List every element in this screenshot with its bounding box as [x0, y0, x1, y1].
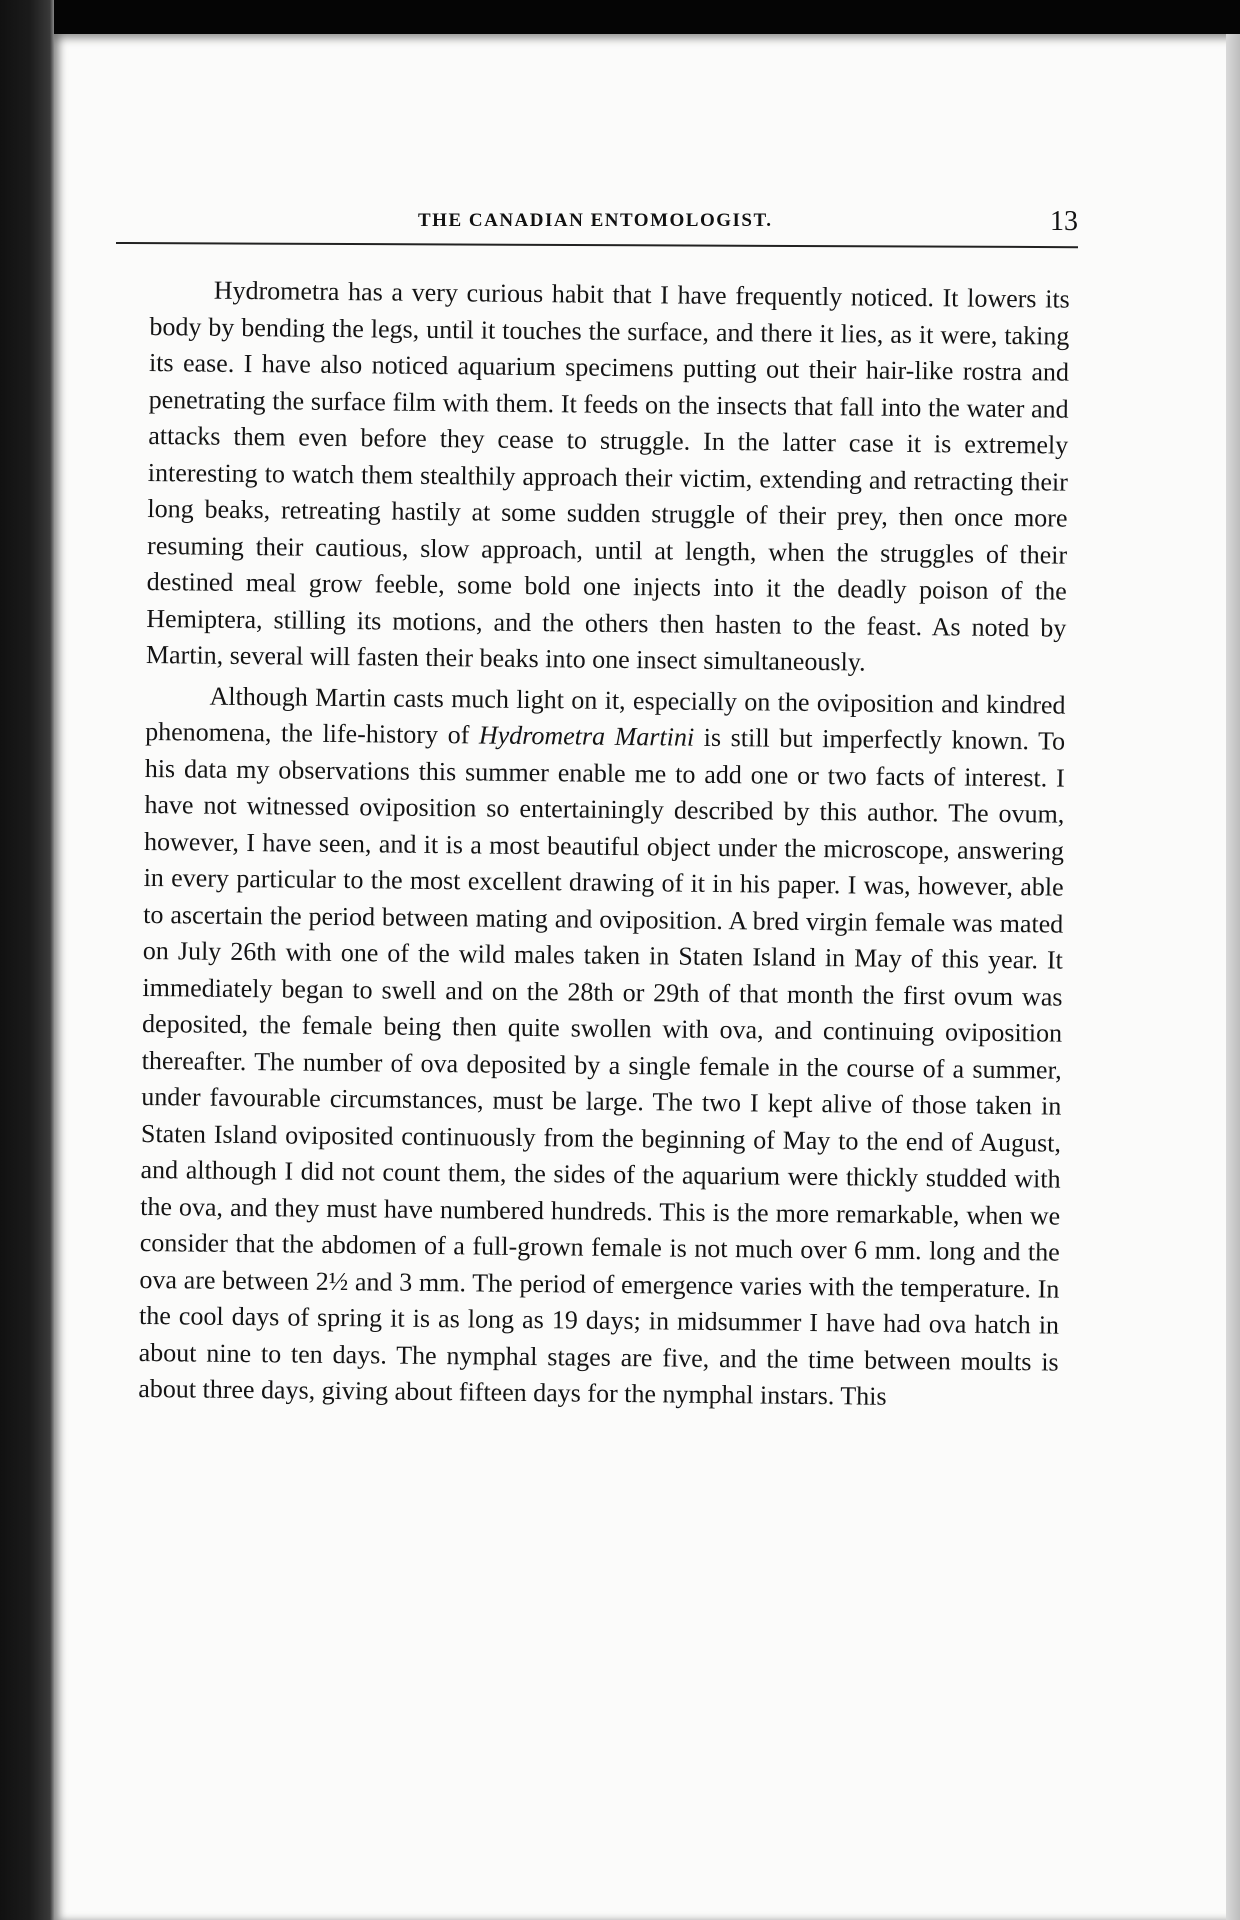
paragraph-1: Hydrometra has a very curious habit that I have frequently noticed. It lowers its body by bending the legs, until it touches the surface, and there it lies, as it were, taking its ease. I have also noticed aquarium specimens putting out their hair-like rostra and penetrating the surface film with them. It feeds on the insects that fall into the water and attacks them even before they cease to struggle. In the latter case it is extremely interesting to watch them stealthily approach their victim, extending and retracting their long beaks, retreating hastily at some sudden struggle of their prey, then once more resuming their cautious, slow approach, until at length, when the struggles of their destined meal grow feeble, some bold one injects into it the deadly poison of the Hemiptera, stilling its motions, and the others then hasten to the feast. As noted by Martin, several will fasten their beaks into one insect simultaneously.	[145, 275, 1070, 677]
paragraph-2	[138, 677, 1066, 1417]
body-text	[138, 272, 1070, 1417]
page-number: 13	[1050, 206, 1078, 237]
page-right-edge	[1226, 34, 1240, 1920]
running-head: THE CANADIAN ENTOMOLOGIST.	[418, 210, 773, 231]
species-name: Hydrometra Martini	[478, 720, 695, 752]
book-spine-shadow	[0, 0, 54, 1920]
paragraph-2-start: Although Martin casts much light on it, especially on the oviposition and kindred phenomena, the life-history of	[145, 681, 1066, 750]
page-header	[118, 206, 1078, 244]
paragraph-2-rest: is still but imperfectly known. To his data my observations this summer enable me to add one or two facts of interest. I have not witnessed oviposition so entertainingly described by this author. The ovum, however, I have seen, and it is a most beautiful object under the microscope, answering in every particular to the most excellent drawing of it in his paper. I was, however, able to ascertain the period between mating and oviposition. A bred virgin female was mated on July 26th with one of the wild males taken in Staten Island in May of this year. It immediately began to swell and on the 28th or 29th of that month the first ovum was deposited, the female being then quite swollen with ova, and continuing oviposition thereafter. The number of ova deposited by a single female in the course of a summer, under favourable circumstances, must be large. The two I kept alive of those taken in Staten Island oviposited continuously from the beginning of May to the end of August, and although I did not count them, the sides of the aquarium were thickly studded with the ova, and they must have numbered hundreds. This is the more remarkable, when we consider that the abdomen of a full-grown female is not much over 6 mm. long and the ova are between 2½ and 3 mm. The period of emergence varies with the temperature. In the cool days of spring it is as long as 19 days; in midsummer I have had ova hatch in about nine to ten days. The nymphal stages are five, and the time between moults is about three days, giving about fifteen days for the nymphal instars. This	[138, 722, 1066, 1411]
